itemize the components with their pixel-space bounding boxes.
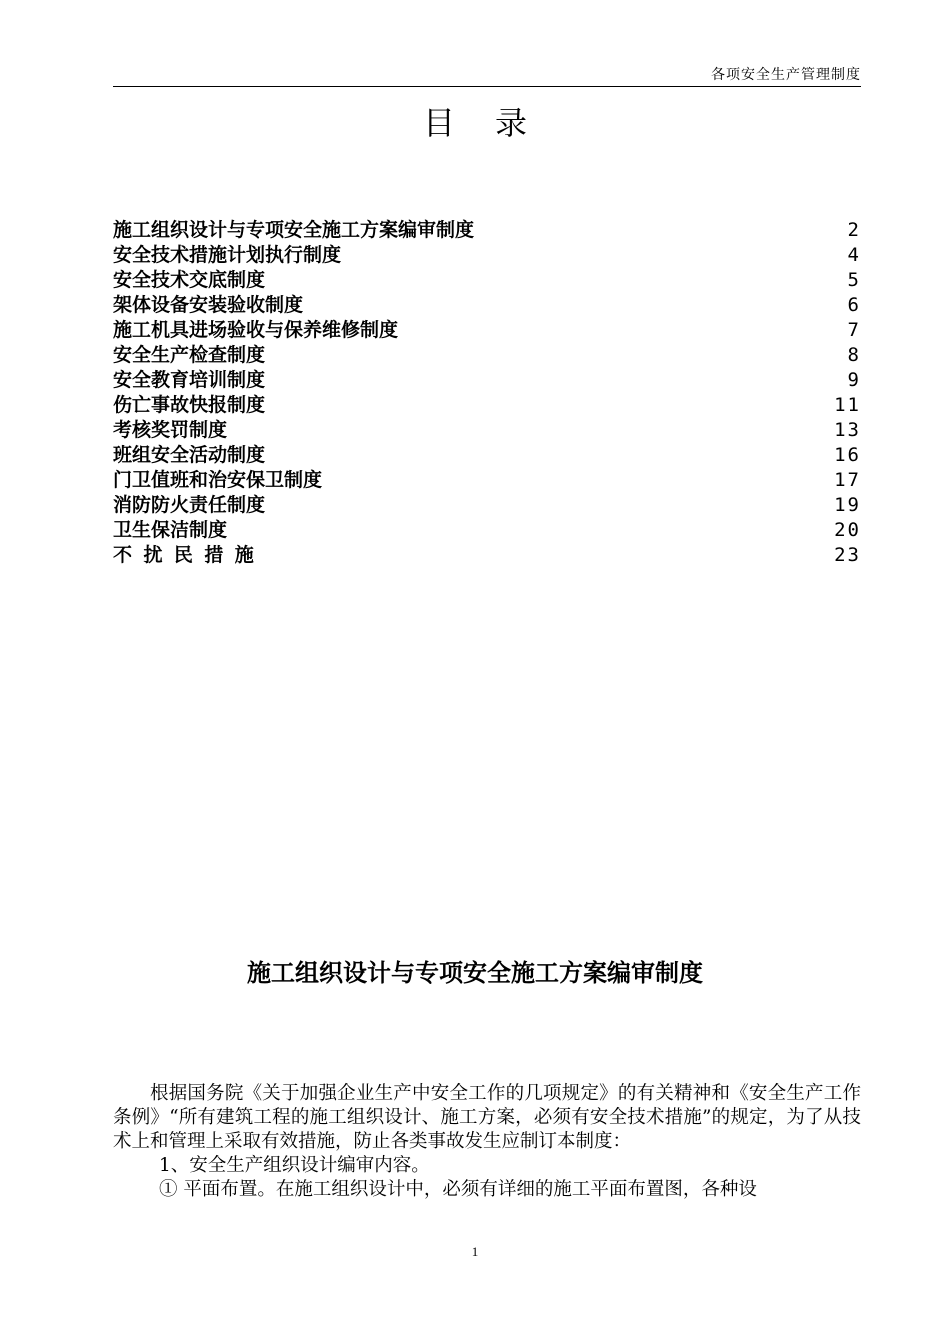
page-number: 1 xyxy=(471,1244,479,1259)
toc-entry[interactable] xyxy=(113,218,861,243)
toc-entry-page: 16 xyxy=(834,444,861,466)
toc-entry[interactable] xyxy=(113,368,861,393)
toc-entry[interactable] xyxy=(113,443,861,468)
toc-entry-label: 安全教育培训制度 xyxy=(113,369,266,391)
toc-entry-label: 安全技术交底制度 xyxy=(113,269,266,291)
header-rule xyxy=(113,86,861,87)
toc-entry-page: 4 xyxy=(847,244,861,266)
toc-entry-page: 7 xyxy=(847,319,861,341)
body-list-subitem: ① 平面布置。在施工组织设计中，必须有详细的施工平面布置图，各种设 xyxy=(159,1179,757,1200)
toc-entry-page: 20 xyxy=(834,519,861,541)
toc-entry-page: 5 xyxy=(847,269,861,291)
toc-entry[interactable] xyxy=(113,243,861,268)
toc-entry-label: 卫生保洁制度 xyxy=(113,519,228,541)
toc-entry[interactable] xyxy=(113,293,861,318)
toc-entry-label: 消防防火责任制度 xyxy=(113,494,266,516)
toc-entry-label: 安全技术措施计划执行制度 xyxy=(113,244,342,266)
toc-entry-label: 施工机具进场验收与保养维修制度 xyxy=(113,319,399,341)
toc-entry-page: 11 xyxy=(834,394,861,416)
toc-list xyxy=(113,218,861,568)
toc-entry-label: 考核奖罚制度 xyxy=(113,419,228,441)
toc-entry-page: 23 xyxy=(834,544,861,566)
toc-entry[interactable] xyxy=(113,543,861,568)
toc-entry-page: 8 xyxy=(847,344,861,366)
toc-entry-page: 19 xyxy=(834,494,861,516)
toc-entry-page: 13 xyxy=(834,419,861,441)
toc-entry-page: 9 xyxy=(847,369,861,391)
toc-title: 目录 xyxy=(422,104,567,142)
toc-entry-page: 6 xyxy=(847,294,861,316)
toc-entry[interactable] xyxy=(113,393,861,418)
body-list-item: 1、安全生产组织设计编审内容。 xyxy=(159,1155,430,1176)
toc-entry-label: 不 扰 民 措 施 xyxy=(113,544,254,566)
toc-entry-page: 17 xyxy=(834,469,861,491)
toc-entry[interactable] xyxy=(113,518,861,543)
toc-entry-label: 班组安全活动制度 xyxy=(113,444,266,466)
toc-entry-label: 门卫值班和治安保卫制度 xyxy=(113,469,323,491)
section-title: 施工组织设计与专项安全施工方案编审制度 xyxy=(247,959,703,987)
toc-entry[interactable] xyxy=(113,418,861,443)
toc-entry-label: 施工组织设计与专项安全施工方案编审制度 xyxy=(113,219,475,241)
toc-entry[interactable] xyxy=(113,343,861,368)
toc-entry-label: 伤亡事故快报制度 xyxy=(113,394,266,416)
running-header: 各项安全生产管理制度 xyxy=(711,67,861,83)
toc-entry[interactable] xyxy=(113,268,861,293)
toc-entry[interactable] xyxy=(113,493,861,518)
body-paragraph: 根据国务院《关于加强企业生产中安全工作的几项规定》的有关精神和《安全生产工作条例》“所有建筑工程的施工组织设计、施工方案，必须有安全技术措施”的规定，为了从技术上和管理上采取有效措施，防止各类事故发生应制订本制度： xyxy=(113,1083,861,1152)
toc-entry-label: 架体设备安装验收制度 xyxy=(113,294,304,316)
toc-entry[interactable] xyxy=(113,468,861,493)
toc-entry[interactable] xyxy=(113,318,861,343)
toc-entry-page: 2 xyxy=(847,219,861,241)
section-body xyxy=(113,1082,861,1202)
toc-entry-label: 安全生产检查制度 xyxy=(113,344,266,366)
